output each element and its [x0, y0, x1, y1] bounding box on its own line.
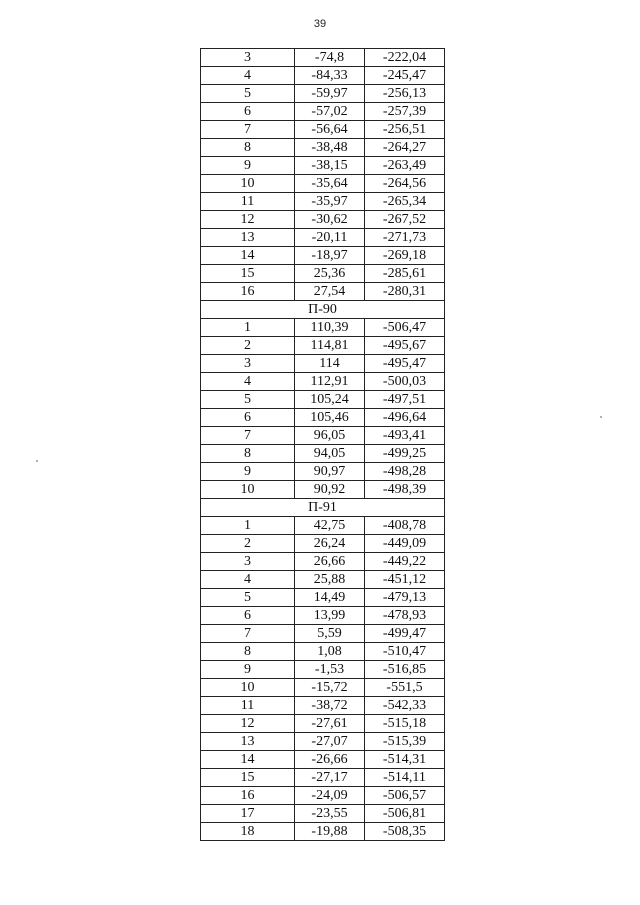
table-row	[201, 715, 445, 733]
point-number-cell: 5	[201, 85, 295, 103]
x-value-cell: -38,72	[295, 697, 365, 715]
x-value-cell: 5,59	[295, 625, 365, 643]
y-value-cell: -245,47	[365, 67, 445, 85]
point-number-cell: 8	[201, 139, 295, 157]
point-number-cell: 15	[201, 265, 295, 283]
point-number-cell: 8	[201, 643, 295, 661]
x-value-cell: -15,72	[295, 679, 365, 697]
y-value-cell: -508,35	[365, 823, 445, 841]
table-row	[201, 337, 445, 355]
table-row	[201, 193, 445, 211]
y-value-cell: -551,5	[365, 679, 445, 697]
point-number-cell: 11	[201, 697, 295, 715]
y-value-cell: -256,13	[365, 85, 445, 103]
point-number-cell: 3	[201, 49, 295, 67]
x-value-cell: -27,17	[295, 769, 365, 787]
x-value-cell: 13,99	[295, 607, 365, 625]
table-row	[201, 697, 445, 715]
table-row	[201, 679, 445, 697]
y-value-cell: -510,47	[365, 643, 445, 661]
y-value-cell: -263,49	[365, 157, 445, 175]
section-header-row	[201, 301, 445, 319]
x-value-cell: -26,66	[295, 751, 365, 769]
x-value-cell: -30,62	[295, 211, 365, 229]
x-value-cell: 26,24	[295, 535, 365, 553]
y-value-cell: -451,12	[365, 571, 445, 589]
x-value-cell: 105,46	[295, 409, 365, 427]
point-number-cell: 14	[201, 751, 295, 769]
x-value-cell: -59,97	[295, 85, 365, 103]
point-number-cell: 8	[201, 445, 295, 463]
x-value-cell: -1,53	[295, 661, 365, 679]
table-row	[201, 625, 445, 643]
x-value-cell: 94,05	[295, 445, 365, 463]
point-number-cell: 3	[201, 553, 295, 571]
coordinates-table	[200, 48, 445, 841]
x-value-cell: 96,05	[295, 427, 365, 445]
y-value-cell: -514,31	[365, 751, 445, 769]
point-number-cell: 5	[201, 589, 295, 607]
point-number-cell: 10	[201, 679, 295, 697]
y-value-cell: -497,51	[365, 391, 445, 409]
table-row	[201, 229, 445, 247]
point-number-cell: 10	[201, 481, 295, 499]
y-value-cell: -256,51	[365, 121, 445, 139]
x-value-cell: 114,81	[295, 337, 365, 355]
y-value-cell: -222,04	[365, 49, 445, 67]
y-value-cell: -449,09	[365, 535, 445, 553]
y-value-cell: -408,78	[365, 517, 445, 535]
table-row	[201, 535, 445, 553]
y-value-cell: -516,85	[365, 661, 445, 679]
point-number-cell: 10	[201, 175, 295, 193]
y-value-cell: -499,25	[365, 445, 445, 463]
y-value-cell: -542,33	[365, 697, 445, 715]
table-row	[201, 787, 445, 805]
table-row	[201, 427, 445, 445]
table-row	[201, 409, 445, 427]
table-row	[201, 607, 445, 625]
y-value-cell: -269,18	[365, 247, 445, 265]
section-title: П-90	[201, 301, 445, 319]
table-row	[201, 283, 445, 301]
point-number-cell: 2	[201, 337, 295, 355]
table-row	[201, 391, 445, 409]
x-value-cell: 105,24	[295, 391, 365, 409]
y-value-cell: -265,34	[365, 193, 445, 211]
y-value-cell: -498,28	[365, 463, 445, 481]
table-row	[201, 247, 445, 265]
x-value-cell: -84,33	[295, 67, 365, 85]
x-value-cell: -27,61	[295, 715, 365, 733]
x-value-cell: 110,39	[295, 319, 365, 337]
section-title: П-91	[201, 499, 445, 517]
point-number-cell: 15	[201, 769, 295, 787]
point-number-cell: 9	[201, 661, 295, 679]
x-value-cell: 42,75	[295, 517, 365, 535]
y-value-cell: -257,39	[365, 103, 445, 121]
y-value-cell: -280,31	[365, 283, 445, 301]
x-value-cell: -23,55	[295, 805, 365, 823]
table-row	[201, 589, 445, 607]
point-number-cell: 9	[201, 463, 295, 481]
y-value-cell: -264,56	[365, 175, 445, 193]
x-value-cell: -38,48	[295, 139, 365, 157]
table-row	[201, 805, 445, 823]
point-number-cell: 4	[201, 67, 295, 85]
table-row	[201, 355, 445, 373]
table-row	[201, 769, 445, 787]
y-value-cell: -493,41	[365, 427, 445, 445]
point-number-cell: 5	[201, 391, 295, 409]
page-number: 39	[313, 18, 327, 30]
table-row	[201, 751, 445, 769]
table-row	[201, 157, 445, 175]
table-row	[201, 481, 445, 499]
y-value-cell: -479,13	[365, 589, 445, 607]
x-value-cell: 112,91	[295, 373, 365, 391]
x-value-cell: -35,97	[295, 193, 365, 211]
point-number-cell: 13	[201, 733, 295, 751]
x-value-cell: 25,36	[295, 265, 365, 283]
point-number-cell: 7	[201, 121, 295, 139]
table-row	[201, 445, 445, 463]
y-value-cell: -515,39	[365, 733, 445, 751]
table-row	[201, 661, 445, 679]
point-number-cell: 4	[201, 373, 295, 391]
point-number-cell: 6	[201, 103, 295, 121]
x-value-cell: 90,92	[295, 481, 365, 499]
x-value-cell: -27,07	[295, 733, 365, 751]
point-number-cell: 18	[201, 823, 295, 841]
point-number-cell: 1	[201, 517, 295, 535]
y-value-cell: -495,67	[365, 337, 445, 355]
table-row	[201, 571, 445, 589]
point-number-cell: 14	[201, 247, 295, 265]
point-number-cell: 16	[201, 283, 295, 301]
point-number-cell: 9	[201, 157, 295, 175]
section-header-row	[201, 499, 445, 517]
y-value-cell: -498,39	[365, 481, 445, 499]
point-number-cell: 11	[201, 193, 295, 211]
point-number-cell: 2	[201, 535, 295, 553]
table-row	[201, 643, 445, 661]
x-value-cell: 114	[295, 355, 365, 373]
x-value-cell: 27,54	[295, 283, 365, 301]
table-row	[201, 67, 445, 85]
point-number-cell: 7	[201, 625, 295, 643]
x-value-cell: -24,09	[295, 787, 365, 805]
table-row	[201, 103, 445, 121]
y-value-cell: -264,27	[365, 139, 445, 157]
point-number-cell: 4	[201, 571, 295, 589]
table-row	[201, 211, 445, 229]
x-value-cell: 14,49	[295, 589, 365, 607]
y-value-cell: -478,93	[365, 607, 445, 625]
table-row	[201, 121, 445, 139]
table-row	[201, 319, 445, 337]
x-value-cell: -19,88	[295, 823, 365, 841]
x-value-cell: -20,11	[295, 229, 365, 247]
table-row	[201, 517, 445, 535]
y-value-cell: -496,64	[365, 409, 445, 427]
point-number-cell: 17	[201, 805, 295, 823]
y-value-cell: -506,81	[365, 805, 445, 823]
point-number-cell: 12	[201, 211, 295, 229]
table-row	[201, 265, 445, 283]
point-number-cell: 3	[201, 355, 295, 373]
x-value-cell: -35,64	[295, 175, 365, 193]
y-value-cell: -271,73	[365, 229, 445, 247]
y-value-cell: -285,61	[365, 265, 445, 283]
y-value-cell: -500,03	[365, 373, 445, 391]
point-number-cell: 6	[201, 409, 295, 427]
table-row	[201, 139, 445, 157]
x-value-cell: -18,97	[295, 247, 365, 265]
x-value-cell: -57,02	[295, 103, 365, 121]
y-value-cell: -514,11	[365, 769, 445, 787]
table-row	[201, 175, 445, 193]
y-value-cell: -506,57	[365, 787, 445, 805]
table-row	[201, 823, 445, 841]
point-number-cell: 13	[201, 229, 295, 247]
table-body	[201, 49, 445, 841]
x-value-cell: 90,97	[295, 463, 365, 481]
x-value-cell: 1,08	[295, 643, 365, 661]
scan-speck	[600, 416, 602, 418]
table-row	[201, 733, 445, 751]
y-value-cell: -267,52	[365, 211, 445, 229]
x-value-cell: 25,88	[295, 571, 365, 589]
x-value-cell: 26,66	[295, 553, 365, 571]
y-value-cell: -515,18	[365, 715, 445, 733]
x-value-cell: -56,64	[295, 121, 365, 139]
x-value-cell: -38,15	[295, 157, 365, 175]
point-number-cell: 16	[201, 787, 295, 805]
y-value-cell: -495,47	[365, 355, 445, 373]
point-number-cell: 7	[201, 427, 295, 445]
point-number-cell: 6	[201, 607, 295, 625]
scan-speck	[36, 460, 38, 462]
table-row	[201, 553, 445, 571]
point-number-cell: 12	[201, 715, 295, 733]
point-number-cell: 1	[201, 319, 295, 337]
x-value-cell: -74,8	[295, 49, 365, 67]
y-value-cell: -449,22	[365, 553, 445, 571]
table-row	[201, 49, 445, 67]
table-row	[201, 85, 445, 103]
table-row	[201, 373, 445, 391]
table-row	[201, 463, 445, 481]
y-value-cell: -499,47	[365, 625, 445, 643]
y-value-cell: -506,47	[365, 319, 445, 337]
